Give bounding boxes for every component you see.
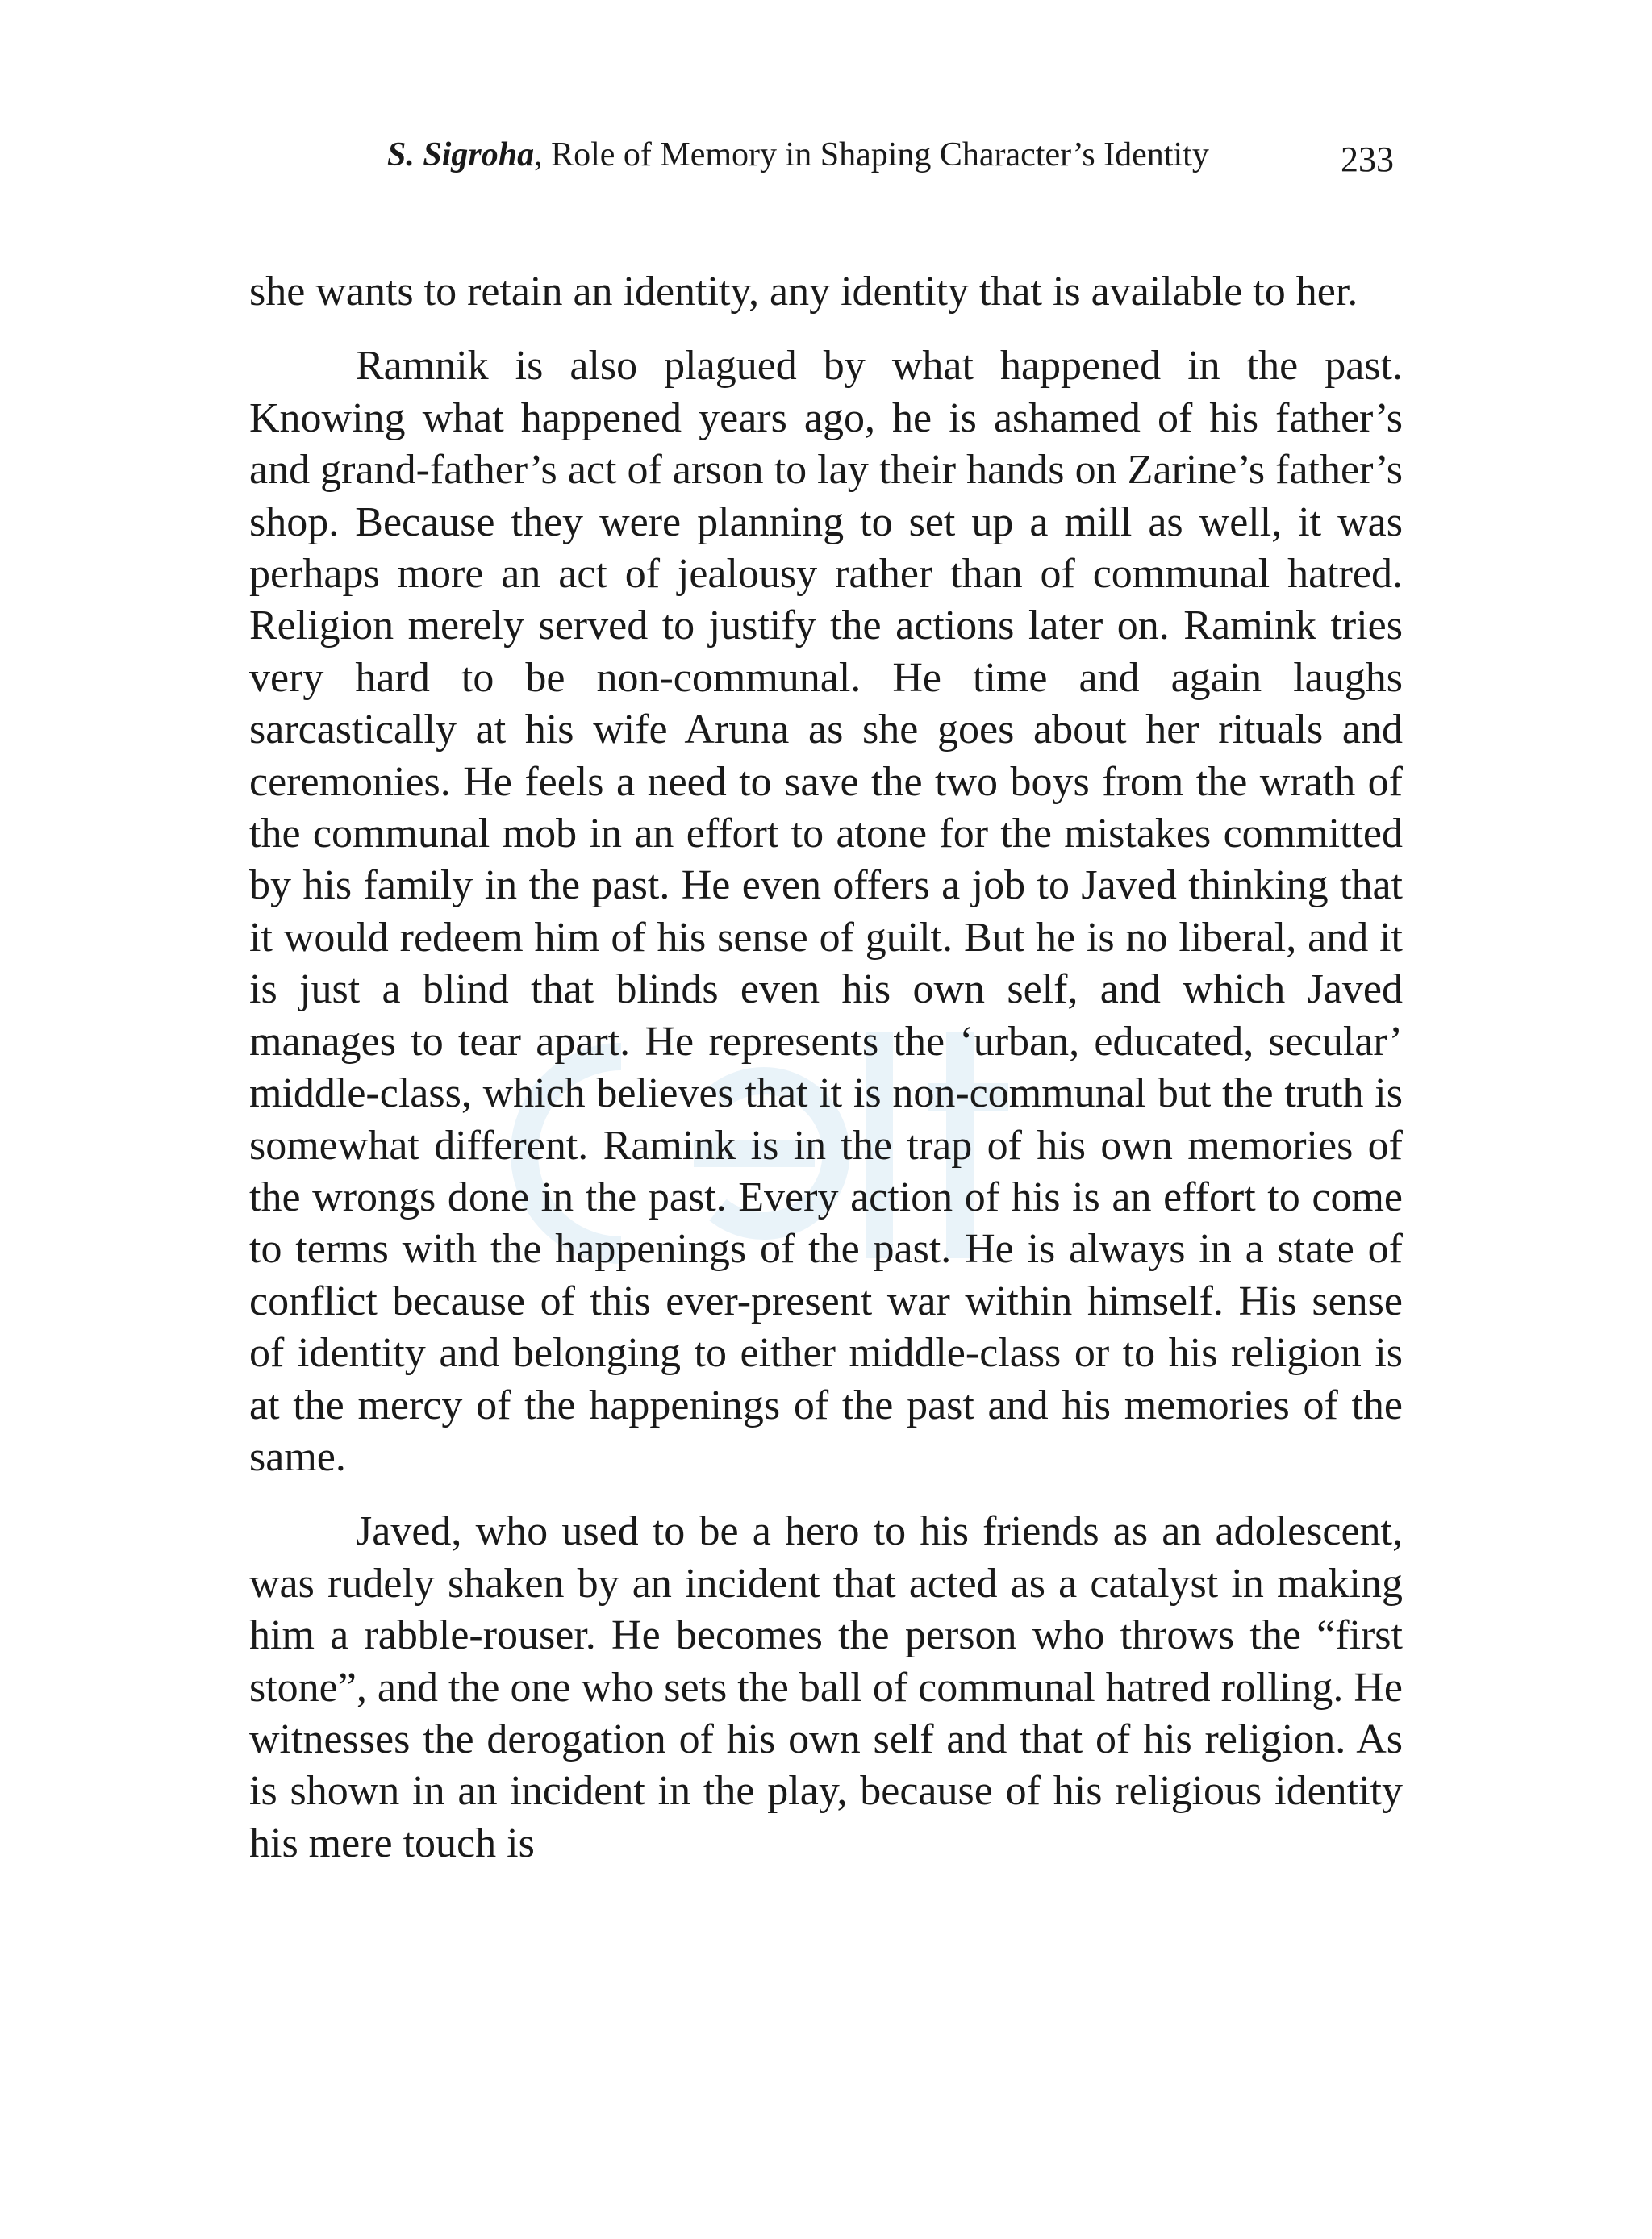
- running-head-author: S. Sigroha: [387, 136, 535, 173]
- paragraph-javed: Javed, who used to be a hero to his friends as an adolescent, was rudely shaken by an incident that acted as a catalyst in making him a rabble-rouser. He becomes the person who throws the “first stone”, and the one who sets the ball of communal hatred rolling. He witnesses the derogation of his own self and that of his religion. As is shown in an incident in the play, because of his religious identity his mere touch is: [249, 1508, 1403, 1866]
- paragraph-continued: she wants to retain an identity, any identity that is available to her.: [249, 269, 1358, 315]
- page-number: 233: [1341, 140, 1394, 179]
- body-text: [249, 266, 1403, 1892]
- paragraph-ramnik: Ramnik is also plagued by what happened in the past. Knowing what happened years ago, he is ashamed of his father’s and grand-father’s act of arson to lay their hands on Zarine’s father’s shop. Because they were planning to set up a mill as well, it was perhaps more an act of jealousy rather than of communal hatred. Religion merely served to justify the actions later on. Ramink tries very hard to be non-communal. He time and again laughs sarcastically at his wife Aruna as she goes about her rituals and ceremonies. He feels a need to save the two boys from the wrath of the communal mob in an effort to atone for the mistakes committed by his family in the past. He even offers a job to Javed thinking that it would redeem him of his sense of guilt. But he is no liberal, and it is just a blind that blinds even his own self, and which Javed manages to tear apart. He represents the ‘urban, educated, secular’ middle-class, which believes that it is non-communal but the truth is somewhat different. Ramink is in the trap of his own memories of the wrongs done in the past. Every action of his is an effort to come to terms with the happenings of the past. He is always in a state of conflict because of this ever-present war within himself. His sense of identity and belonging to either middle-class or to his religion is at the mercy of the happenings of the past and his memories of the same.: [249, 343, 1403, 1480]
- running-head: [387, 132, 1402, 177]
- running-head-title: , Role of Memory in Shaping Character’s Identity: [534, 136, 1209, 173]
